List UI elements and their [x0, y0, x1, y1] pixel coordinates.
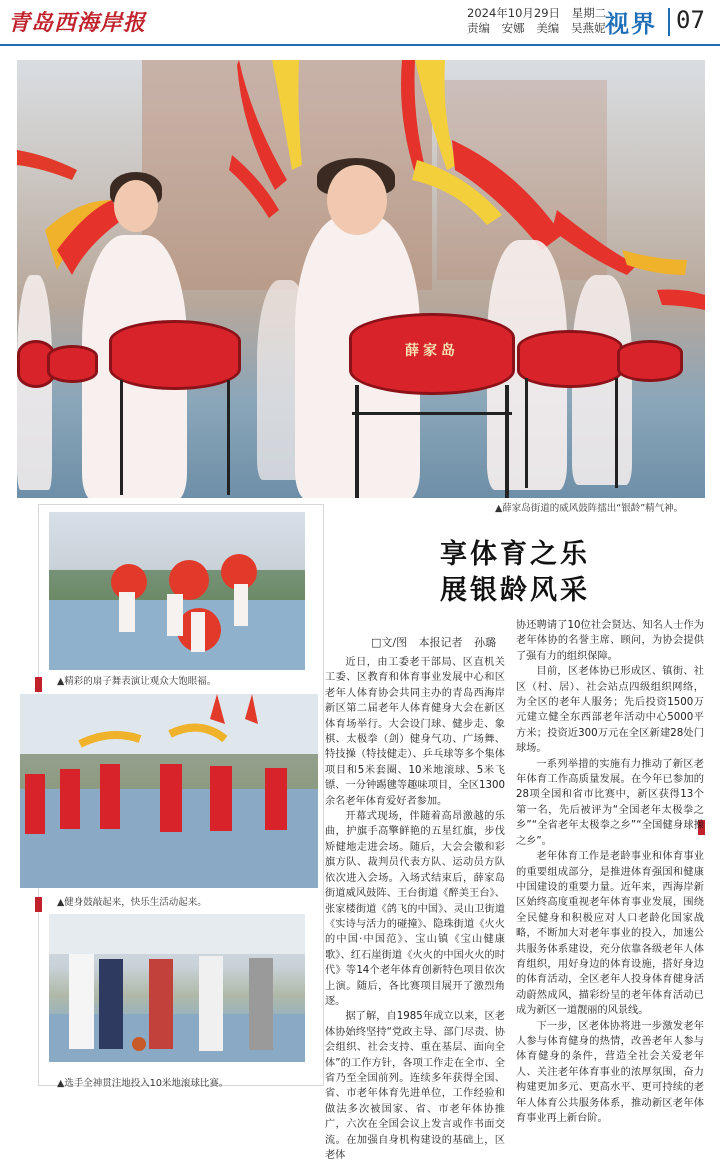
- designer-name: 吴燕妮: [570, 21, 606, 35]
- editor-label: 责编: [467, 21, 490, 35]
- red-drum: [517, 330, 623, 388]
- main-photo-drum-performance: [17, 60, 705, 498]
- red-drum: [109, 320, 241, 390]
- issue-meta: [467, 6, 614, 36]
- drum-stand: [227, 380, 230, 495]
- drum-stand: [120, 380, 123, 495]
- performer-face: [327, 165, 387, 235]
- photo2-caption: ▲健身鼓敲起来，快乐生活动起来。: [57, 897, 207, 908]
- issue-date: 2024年10月29日: [467, 6, 561, 20]
- red-drum: [349, 313, 515, 395]
- red-drum: [47, 345, 98, 383]
- byline: [371, 634, 504, 650]
- fan-dance-scene: [49, 512, 305, 670]
- paragraph: 下一步，区老体协将进一步激发老年人参与体育健身的热情，改善老年人参与体育健身的条件，营造全社会关爱老年人、关注老年体育事业的浓厚氛围，奋力构建更加多元、更高水平、更可持续的老年人体育公共服务体系，推动新区老年体育事业再上新台阶。: [516, 1020, 704, 1124]
- title-line-2: 展银龄风采: [440, 575, 590, 606]
- drum-stand: [525, 378, 528, 488]
- main-photo-caption: ▲薛家岛街道的威风鼓阵擂出“银龄”精气神。: [495, 503, 684, 514]
- paragraph: 协还聘请了10位社会贤达、知名人士作为老年体协的名誉主席、顾问，为协会提供了强有力的组织保障。: [516, 620, 704, 662]
- issue-weekday: 星期二: [571, 6, 607, 20]
- paragraph: 据了解，自1985年成立以来，区老体协始终坚持“党政主导、部门尽责、协会组织、社会支持、重在基层、面向全体”的工作方针，各项工作走在全市、全省乃至全国前列。连续多年获得全国、省、市老年体育先进单位，工作经验和做法多次被国家、省、市老年体协推广，六次在全国会议上发言或作书面交流。在加强自身机构建设的基础上，区老体: [325, 1011, 505, 1161]
- paragraph: 老年体育工作是老龄事业和体育事业的重要组成部分，是推进体育强国和健康中国建设的重要力量。近年来，西海岸新区始终高度重视老年体育事业发展，围绕全民健身和积极应对人口老龄化国家战略，不断加大对老年事业的投入，加速公共服务体系建设，充分依靠各级老年人体育组织，用好身边的体育设施，搭好身边的体育活动，全区老年人投身体育健身活动蔚然成风，描彩纷呈的老年体育活动已成为新区一道靓丽的风景线。: [516, 851, 704, 1017]
- performer-face: [114, 180, 158, 232]
- header-divider: [668, 8, 670, 36]
- drum-stand: [352, 412, 512, 415]
- article-title: [370, 537, 660, 609]
- section-title: 视界: [605, 10, 657, 38]
- designer-label: 美编: [536, 21, 560, 35]
- drum-stand: [615, 378, 618, 488]
- drum-stand: [505, 385, 509, 498]
- paragraph: 近日，由工委老干部局、区直机关工委、区教育和体育事业发展中心和区老年人体育协会共同主办的青岛西海岸新区第二届老年人体育健身大会在新区体育场举行。大会设门球、健步走、象棋、太极拳（剑）健身气功、广场舞、特技操（特技健走）、乒乓球等多个集体项目和5米套圈、10米地滚球、5米飞镖、一分钟踢毽等趣味项目，全区1300余名老年体育爱好者参加。: [325, 657, 505, 807]
- drum-stand: [355, 385, 359, 498]
- photo-ground-ball: [49, 914, 305, 1062]
- article-column-1: [325, 655, 505, 1163]
- masthead-logo: 青岛西海岸报: [8, 10, 147, 36]
- photo-fitness-drums: [20, 694, 318, 888]
- page-number: 07: [676, 6, 705, 34]
- byline-name: 孙璐: [474, 636, 497, 649]
- red-marker: [35, 677, 42, 692]
- article-column-2: [516, 618, 704, 1126]
- photo3-caption: ▲选手全神贯注地投入10米地滚球比赛。: [57, 1078, 229, 1089]
- title-line-1: 享体育之乐: [440, 539, 590, 570]
- paragraph: 开幕式现场，伴随着高昂激越的乐曲，护旗手高擎鲜艳的五星红旗，步伐矫健地走进会场。随后，大会会徽和彩旗方队、裁判员代表方队、运动员方队依次进入会场。入场式结束后，薛家岛街道威风鼓阵、王台街道《醉美王台》、张家楼街道《鸽飞的中国》、灵山卫街道《实诗与活力的碰撞》、隐珠街道《火火的中国·中国范》、宝山镇《宝山健康歌》、红石崖街道《火火的中国火火的时代》等14个老年体育创新特色项目依次上演。随后，各比赛项目展开了激烈角逐。: [325, 811, 505, 1007]
- byline-prefix: □文/图: [371, 636, 408, 649]
- header-rule: [0, 44, 720, 46]
- photo-fan-dance: [49, 512, 305, 670]
- paragraph: 目前，区老体协已形成区、镇街、社区（村、居）、社会站点四级组织网络，为全区的老年人服务；先后投资1500万元建立健全东西部老年活动中心5000平方米；投资近300万元在全区新建28处门球场。: [516, 666, 704, 755]
- red-marker: [35, 897, 42, 912]
- red-drum: [617, 340, 683, 382]
- byline-role: 本报记者: [418, 636, 463, 649]
- paragraph: 一系列举措的实施有力推动了新区老年体育工作高质量发展。在今年已参加的28项全国和省市比赛中，新区获得13个第一名，先后被评为“全国老年太极拳之乡”“全省老年太极拳之乡”“全国健身球操之乡”。: [516, 758, 704, 847]
- drum-label: 薛家岛: [405, 343, 459, 359]
- ground-ball-scene: [49, 914, 305, 1062]
- drummer-performer: [257, 280, 312, 480]
- fitness-drum-scene: [20, 694, 318, 888]
- photo1-caption: ▲精彩的扇子舞表演让观众大饱眼福。: [57, 676, 217, 687]
- editor-name: 安娜: [501, 21, 525, 35]
- page-header: [0, 0, 720, 46]
